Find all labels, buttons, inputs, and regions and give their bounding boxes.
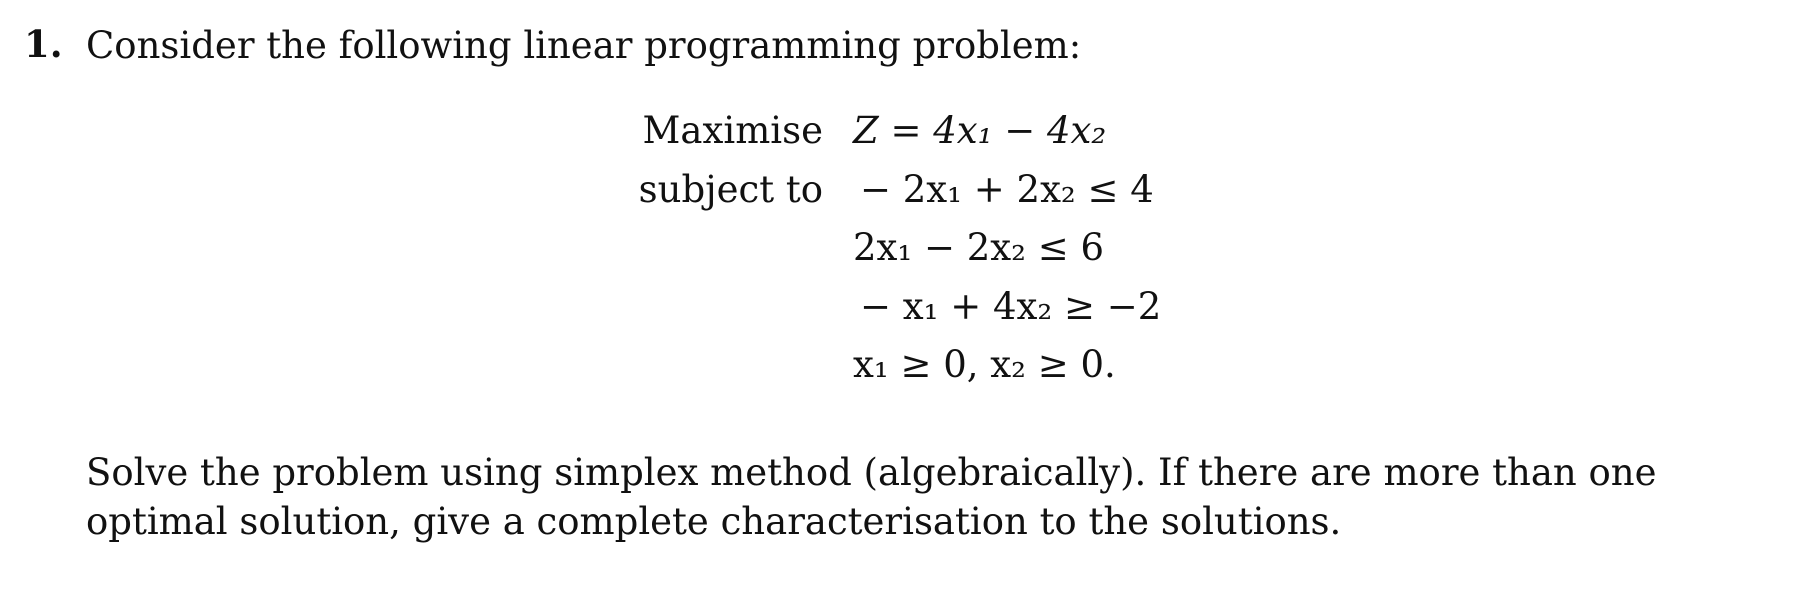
- constraint-3: − x₁ + 4x₂ ≥ −2: [860, 285, 1162, 328]
- objective-keyword: Maximise: [642, 109, 823, 152]
- problem-number: 1.: [24, 22, 63, 66]
- constraint-2: 2x₁ − 2x₂ ≤ 6: [853, 226, 1105, 269]
- constraint-1: − 2x₁ + 2x₂ ≤ 4: [860, 168, 1154, 211]
- nonnegativity-constraints: x₁ ≥ 0, x₂ ≥ 0.: [853, 343, 1116, 386]
- task-text: Solve the problem using simplex method (algebraically). If there are more than one optimal solution, give a complete characterisation to the solutions.: [86, 451, 1657, 543]
- constraints-keyword: subject to: [638, 168, 823, 211]
- objective-expression: Z = 4x₁ − 4x₂: [853, 109, 1107, 152]
- linear-program: [640, 108, 1160, 408]
- problem-intro: Consider the following linear programming problem:: [86, 24, 1082, 67]
